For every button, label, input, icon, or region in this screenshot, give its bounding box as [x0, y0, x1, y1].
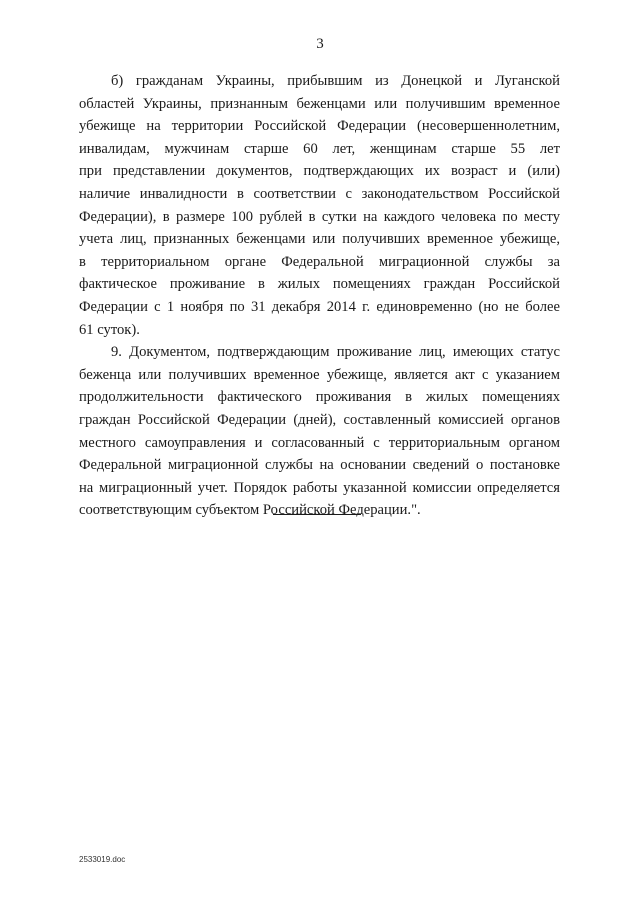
page-number: 3	[316, 36, 324, 52]
paragraph-b-line: Федерации с 1 ноября по 31 декабря 2014 г. единовременно (но не более	[79, 298, 560, 315]
paragraph-9-line: Федеральной миграционной службы на основании сведений о постановке	[79, 457, 560, 474]
paragraph-9-line: местного самоуправления и согласованный с территориальным органом	[79, 434, 560, 451]
paragraph-9-line: беженца или получивших временное убежище, является акт с указанием	[79, 366, 560, 383]
paragraph-b-line: 61 суток).	[79, 321, 140, 338]
end-separator-line	[273, 514, 361, 515]
paragraph-9	[79, 341, 560, 522]
paragraph-b-line: убежище на территории Российской Федерации (несовершеннолетним,	[79, 118, 560, 135]
paragraph-b-line: учета лиц, признанных беженцами или получивших временное убежище,	[79, 231, 560, 248]
paragraph-b-line: инвалидам, мужчинам старше 60 лет, женщинам старше 55 лет	[79, 140, 560, 157]
paragraph-b-line: фактическое проживание в жилых помещениях граждан Российской	[79, 276, 560, 293]
paragraph-b-line: б) гражданам Украины, прибывшим из Донецкой и Луганской	[111, 73, 560, 89]
paragraph-b-line: в территориальном органе Федеральной миграционной службы за	[79, 253, 560, 270]
paragraph-b-line: наличие инвалидности в соответствии с законодательством Российской	[79, 185, 560, 202]
paragraph-9-line: 9. Документом, подтверждающим проживание лиц, имеющих статус	[111, 344, 560, 361]
paragraph-9-line: на миграционный учет. Порядок работы указанной комиссии определяется	[79, 479, 560, 496]
paragraph-9-line: граждан Российской Федерации (дней), составленный комиссией органов	[79, 411, 560, 428]
footer-filename: 2533019.doc	[79, 855, 126, 864]
paragraph-b	[79, 70, 560, 341]
paragraph-b-line: Федерации), в размере 100 рублей в сутки на каждого человека по месту	[79, 208, 560, 225]
paragraph-9-line: соответствующим субъектом Российской Федерации.".	[79, 502, 421, 519]
paragraph-b-line: при представлении документов, подтверждающих их возраст и (или)	[79, 163, 560, 180]
paragraph-b-line: областей Украины, признанным беженцами или получившим временное	[79, 95, 560, 112]
paragraph-9-line: продолжительности фактического проживания в жилых помещениях	[79, 389, 560, 406]
document-body	[79, 70, 560, 522]
